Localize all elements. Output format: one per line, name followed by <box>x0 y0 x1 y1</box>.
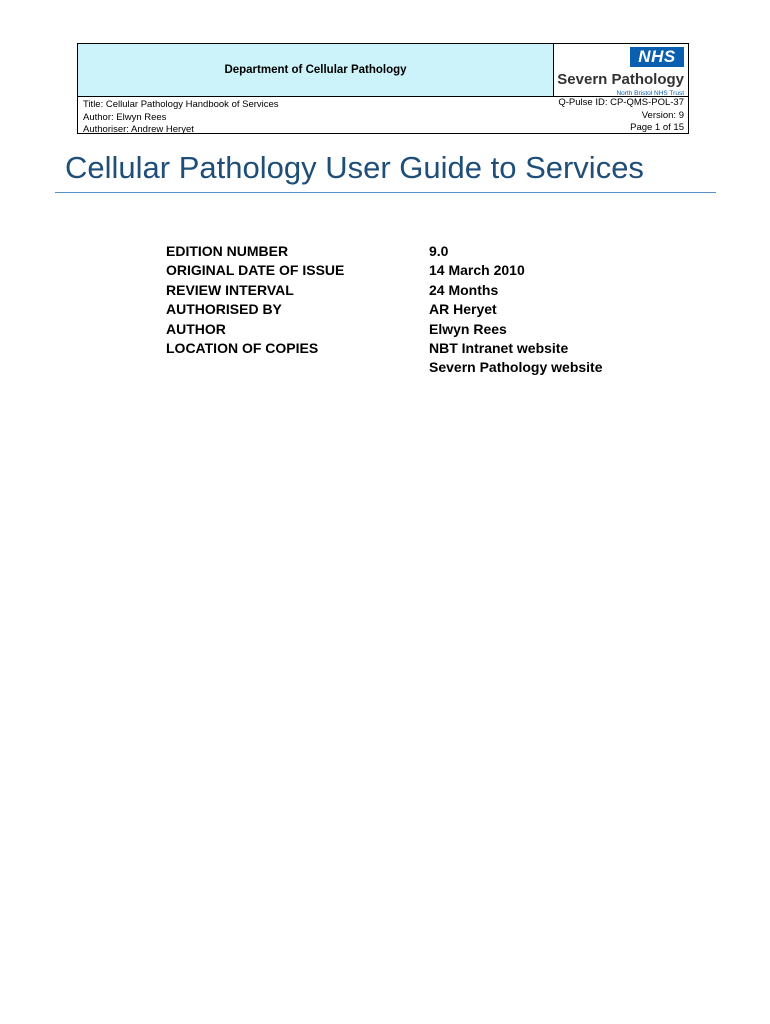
info-label: EDITION NUMBER <box>166 243 289 259</box>
info-label: LOCATION OF COPIES <box>166 340 319 357</box>
header-meta-left <box>83 99 279 137</box>
severn-pathology-logo <box>554 44 688 96</box>
info-label: AUTHOR <box>166 320 226 337</box>
version: Version: 9 <box>641 109 684 121</box>
document-info-table <box>166 242 603 378</box>
header-authoriser: Authoriser: Andrew Heryet <box>83 124 194 135</box>
handbook-title: Title: Cellular Pathology Handbook of Services <box>83 99 279 110</box>
info-value: Elwyn Rees <box>429 320 507 337</box>
info-value: 9.0 <box>429 243 449 259</box>
department-name: Department of Cellular Pathology <box>78 44 554 96</box>
header-author: Author: Elwyn Rees <box>83 111 167 123</box>
info-value: 14 March 2010 <box>429 262 525 279</box>
info-label <box>166 358 429 377</box>
info-value: 24 Months <box>429 281 499 298</box>
info-row <box>166 300 603 319</box>
title-underline <box>55 192 716 193</box>
qpulse-id: Q-Pulse ID: CP-QMS-POL-37 <box>558 97 684 108</box>
info-value: Severn Pathology website <box>429 359 603 376</box>
header-meta-right <box>558 97 684 135</box>
info-row <box>166 339 603 358</box>
info-row <box>166 242 603 261</box>
info-value: NBT Intranet website <box>429 340 569 357</box>
trust-name: North Bristol NHS Trust <box>616 90 684 97</box>
info-value: AR Heryet <box>429 301 497 318</box>
info-row <box>166 261 603 280</box>
page-title: Cellular Pathology User Guide to Services <box>65 150 644 185</box>
info-label: REVIEW INTERVAL <box>166 281 294 298</box>
page-number: Page 1 of 15 <box>630 122 684 133</box>
info-row <box>166 358 603 377</box>
info-row <box>166 320 603 339</box>
document-header <box>77 43 689 134</box>
info-label: ORIGINAL DATE OF ISSUE <box>166 262 345 279</box>
nhs-logo: NHS <box>630 47 684 67</box>
info-row <box>166 281 603 300</box>
info-label: AUTHORISED BY <box>166 301 282 318</box>
brand-name: Severn Pathology <box>557 71 684 88</box>
